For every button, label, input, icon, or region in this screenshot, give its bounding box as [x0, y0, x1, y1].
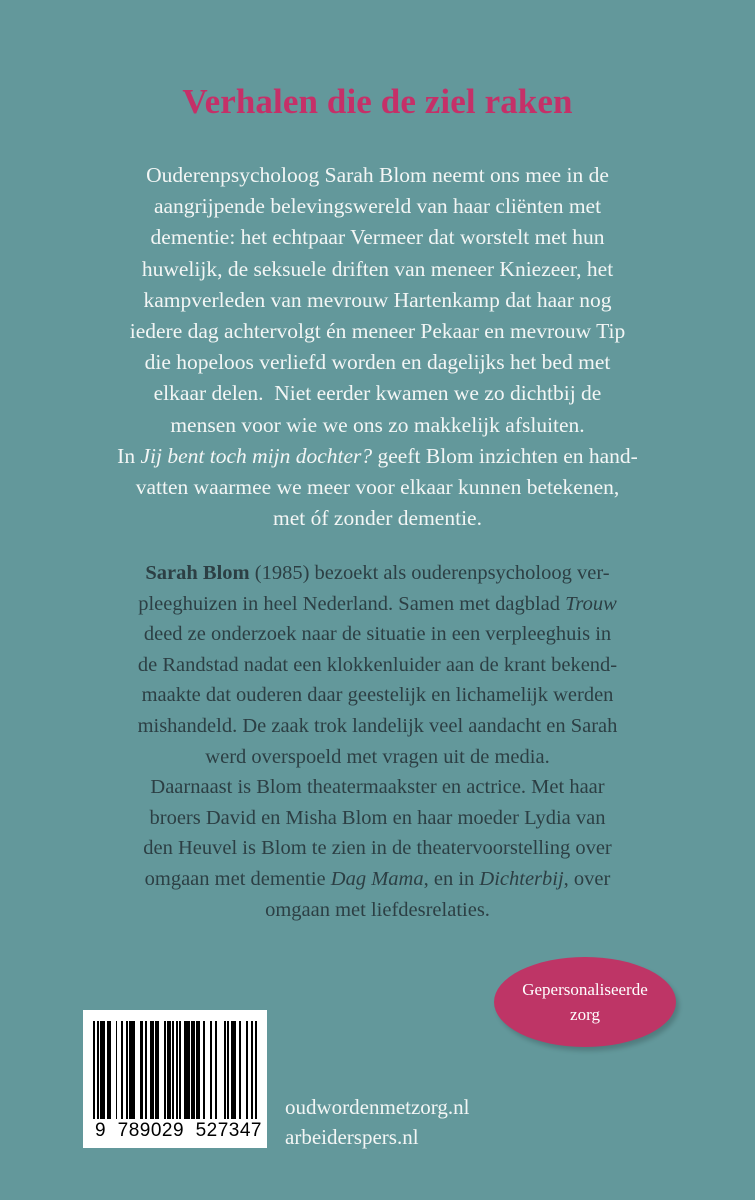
url-arbeiderspers: arbeiderspers.nl — [285, 1125, 419, 1149]
blurb-line: vatten waarmee we meer voor elkaar kunnen betekenen, — [135, 475, 620, 500]
bio-line: maakte dat ouderen daar geestelijk en lichamelijk werden — [141, 684, 614, 707]
barcode-bars — [95, 1021, 255, 1119]
bio-text: (1985) bezoekt als ouderenpsycholoog ver- — [249, 562, 610, 584]
bio-text-mid: , en in — [423, 867, 480, 890]
author-name: Sarah Blom — [145, 562, 250, 584]
blurb-line: kampverleden van mevrouw Hartenkamp dat haar nog — [143, 287, 612, 312]
bio-line: den Heuvel is Blom te zien in de theatervoorstelling over — [143, 837, 612, 860]
newspaper-title-italic: Trouw — [565, 592, 617, 615]
barcode-bar — [217, 1021, 224, 1119]
show-title-italic-dag-mama: Dag Mama — [330, 867, 424, 890]
barcode-digits: 9 789029 527347 — [95, 1120, 262, 1141]
blurb-line: Ouderenpsycholoog Sarah Blom neemt ons mee in de — [146, 163, 609, 187]
bio-line: Daarnaast is Blom theatermaakster en actrice. Met haar — [150, 776, 605, 799]
publisher-urls — [285, 1092, 470, 1152]
bio-line: werd overspoeld met vragen uit de media. — [205, 745, 550, 768]
bio-line: de Randstad nadat een klokkenluider aan de krant bekend- — [137, 653, 618, 676]
author-bio-paragraph — [62, 558, 693, 925]
barcode-bar — [255, 1021, 257, 1119]
blurb-line: elkaar delen. Niet eerder kwamen we zo dichtbij de — [153, 381, 602, 406]
blurb-paragraph — [62, 160, 693, 534]
blurb-line: iedere dag achtervolgt én meneer Pekaar en mevrouw Tip — [129, 319, 626, 344]
status-badge — [494, 957, 676, 1047]
bio-line-shows — [62, 864, 693, 895]
blurb-line: die hopeloos verliefd worden en dagelijks het bed met — [144, 350, 611, 375]
book-title-italic: Jij bent toch mijn dochter? — [140, 443, 373, 468]
bio-line: deed ze onderzoek naar de situatie in een verpleeghuis in — [143, 623, 612, 646]
bio-line-newspaper — [62, 589, 693, 620]
badge-line-2: zorg — [570, 1005, 600, 1024]
isbn-barcode — [83, 1010, 267, 1148]
page-title: Verhalen die de ziel raken — [182, 82, 573, 121]
badge-line-1: Gepersonaliseerde — [522, 980, 648, 999]
blurb-line: aangrijpende belevingswereld van haar cliënten met — [153, 194, 602, 219]
bio-text: pleeghuizen in heel Nederland. Samen met dagblad — [138, 592, 566, 615]
blurb-line: dementie: het echtpaar Vermeer dat worstelt met hun — [150, 225, 605, 250]
bio-text-pre: omgaan met dementie — [144, 867, 331, 890]
blurb-line: mensen voor wie we ons zo makkelijk afsluiten. — [170, 412, 585, 437]
blurb-line: met óf zonder dementie. — [273, 506, 482, 531]
bio-line: mishandeld. De zaak trok landelijk veel aandacht en Sarah — [137, 714, 618, 737]
bio-text-post: , over — [563, 867, 611, 890]
show-title-italic-dichterbij: Dichterbij — [479, 867, 564, 890]
blurb-text-pre: In — [117, 443, 141, 468]
bio-line: broers David en Misha Blom en haar moeder Lydia van — [149, 806, 606, 829]
url-oudwordenmetzorg: oudwordenmetzorg.nl — [285, 1095, 470, 1119]
blurb-text-post: geeft Blom inzichten en hand- — [372, 443, 638, 468]
blurb-line: huwelijk, de seksuele driften van meneer Kniezeer, het — [141, 256, 614, 281]
bio-line: omgaan met liefdesrelaties. — [265, 898, 490, 921]
blurb-line-book-mention — [62, 441, 693, 472]
bio-line-author-name — [62, 558, 693, 589]
